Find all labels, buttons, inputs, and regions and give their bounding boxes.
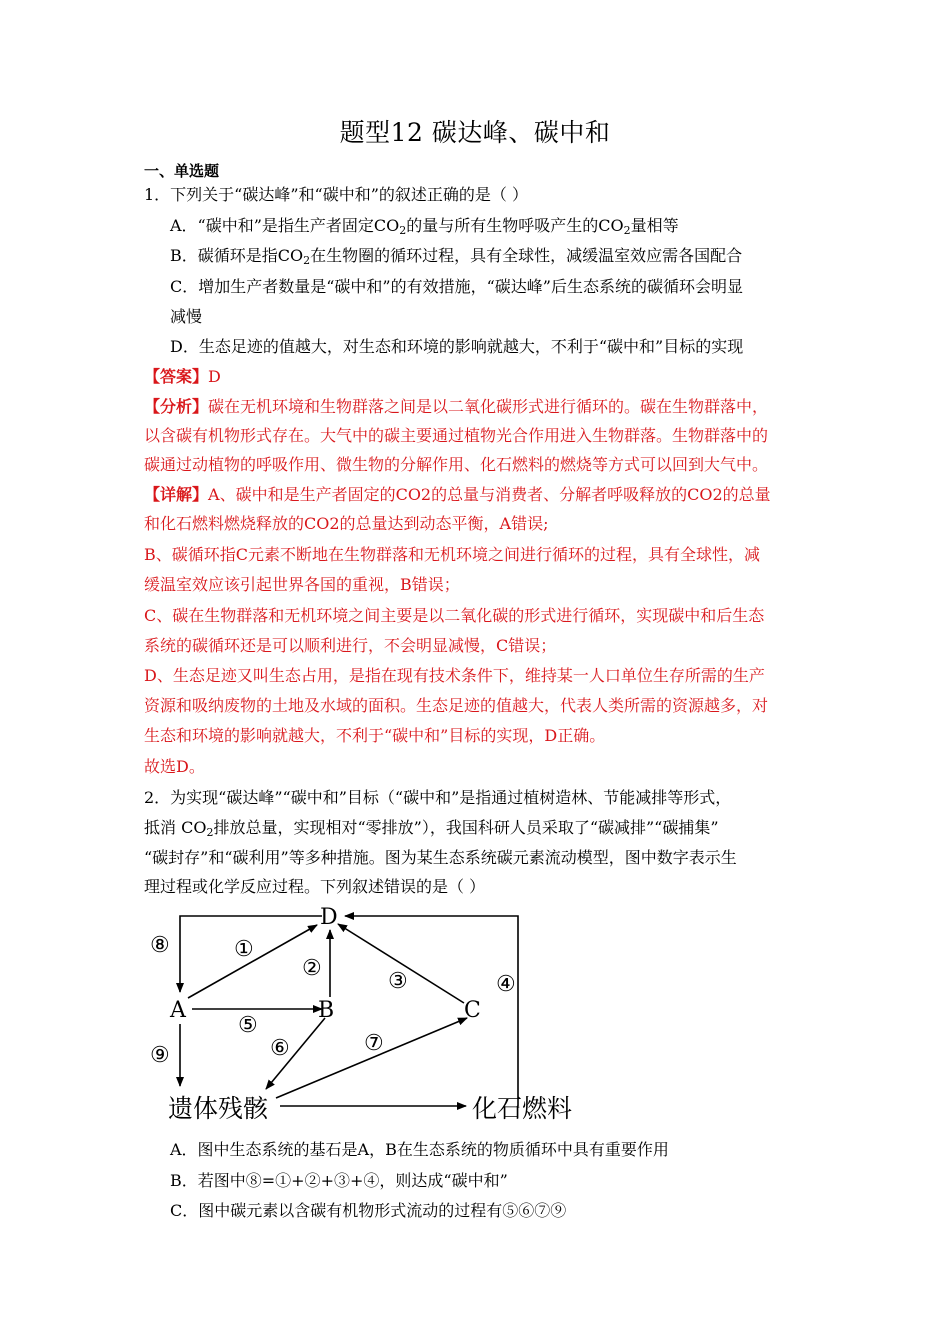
q2-stem-4: 理过程或化学反应过程。下列叙述错误的是（ ） <box>144 877 486 896</box>
page-title: 题型12 碳达峰、碳中和 <box>339 118 611 147</box>
label-5: ⑤ <box>238 1013 258 1038</box>
label-4: ④ <box>496 972 516 997</box>
q1-detail-9: 生态和环境的影响就越大，不利于“碳中和”目标的实现，D正确。 <box>144 726 606 745</box>
carbon-flow-diagram <box>144 900 594 1132</box>
q1-option-c-cont: 减慢 <box>170 307 203 326</box>
node-d: D <box>320 905 338 930</box>
q1-detail-7: D、生态足迹又叫生态占用，是指在现有技术条件下，维持某一人口单位生存所需的生产 <box>144 666 765 685</box>
label-2: ② <box>302 956 322 981</box>
label-7: ⑦ <box>364 1031 384 1056</box>
label-3: ③ <box>388 969 408 994</box>
q1-detail-2: 和化石燃料燃烧释放的CO2的总量达到动态平衡，A错误; <box>144 514 549 533</box>
q2-option-b[interactable]: B．若图中⑧=①+②+③+④，则达成“碳中和” <box>170 1171 508 1190</box>
q1-stem: 1．下列关于“碳达峰”和“碳中和”的叙述正确的是（ ） <box>144 185 528 204</box>
section-heading: 一、单选题 <box>144 162 220 180</box>
q1-option-d[interactable]: D．生态足迹的值越大，对生态和环境的影响就越大，不利于“碳中和”目标的实现 <box>170 337 744 356</box>
q1-option-b[interactable]: B．碳循环是指$CO_2$在生物圈的循环过程，具有全球性，减缓温室效应需各国配合 <box>170 246 743 267</box>
q1-detail-3: B、碳循环指C元素不断地在生物群落和无机环境之间进行循环的过程，具有全球性，减 <box>144 545 761 564</box>
node-fossil: 化石燃料 <box>472 1094 573 1123</box>
label-8: ⑧ <box>150 933 170 958</box>
q1-detail-5: C、碳在生物群落和无机环境之间主要是以二氧化碳的形式进行循环，实现碳中和后生态 <box>144 606 765 625</box>
q1-analysis-2: 以含碳有机物形式存在。大气中的碳主要通过植物光合作用进入生物群落。生物群落中的 <box>144 426 769 445</box>
q2-option-a[interactable]: A．图中生态系统的基石是A，B在生态系统的物质循环中具有重要作用 <box>170 1140 669 1159</box>
q1-detail-6: 系统的碳循环还是可以顺利进行，不会明显减慢，C错误； <box>144 636 557 655</box>
q1-option-c[interactable]: C．增加生产者数量是“碳中和”的有效措施，“碳达峰”后生态系统的碳循环会明显 <box>170 277 743 296</box>
label-1: ① <box>234 937 254 962</box>
q1-analysis-3: 碳通过动植物的呼吸作用、微生物的分解作用、化石燃料的燃烧等方式可以回到大气中。 <box>144 455 769 474</box>
q2-stem-2: 抵消 $CO_2$排放总量，实现相对“零排放”），我国科研人员采取了“碳减排”“碳捕集” <box>144 818 719 839</box>
q1-detail-1: 【详解】A、碳中和是生产者固定的CO2的总量与消费者、分解者呼吸释放的CO2的总量 <box>144 485 771 504</box>
q1-detail-10: 故选D。 <box>144 757 205 776</box>
label-6: ⑥ <box>270 1036 290 1061</box>
q1-answer: 【答案】D <box>144 367 221 386</box>
node-remains: 遗体残骸 <box>168 1094 269 1123</box>
q1-detail-4: 缓温室效应该引起世界各国的重视，B错误； <box>144 575 460 594</box>
node-c: C <box>464 998 481 1023</box>
node-a: A <box>170 998 186 1023</box>
node-b: B <box>318 998 335 1023</box>
q2-stem-3: “碳封存”和“碳利用”等多种措施。图为某生态系统碳元素流动模型，图中数字表示生 <box>144 848 737 867</box>
q2-option-c[interactable]: C．图中碳元素以含碳有机物形式流动的过程有⑤⑥⑦⑨ <box>170 1201 567 1220</box>
q2-stem-1: 2．为实现“碳达峰”“碳中和”目标（“碳中和”是指通过植树造林、节能减排等形式， <box>144 788 732 807</box>
arrow-7 <box>276 1018 467 1098</box>
q1-detail-8: 资源和吸纳废物的土地及水域的面积。生态足迹的值越大，代表人类所需的资源越多，对 <box>144 696 769 715</box>
q1-analysis-1: 【分析】碳在无机环境和生物群落之间是以二氧化碳形式进行循环的。碳在生物群落中， <box>144 397 769 416</box>
label-9: ⑨ <box>150 1043 170 1068</box>
q1-option-a[interactable]: A．“碳中和”是指生产者固定$CO_2$的量与所有生物呼吸产生的$CO_2$量相等 <box>170 216 679 237</box>
